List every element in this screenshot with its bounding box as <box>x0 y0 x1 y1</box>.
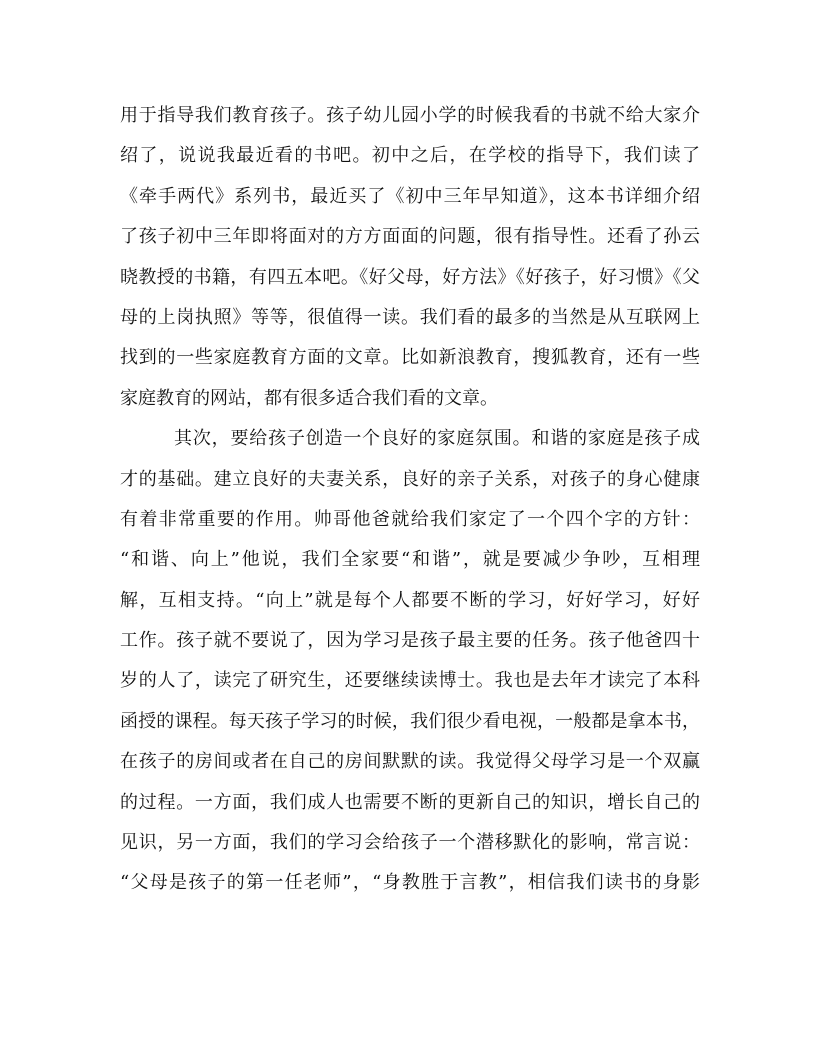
text-line: 岁的人了，读完了研究生，还要继续读博士。我也是去年才读完了本科 <box>120 670 700 692</box>
text-line: 用于指导我们教育孩子。孩子幼儿园小学的时候我看的书就不给大家介 <box>120 105 700 126</box>
text-line: 绍了，说说我最近看的书吧。初中之后，在学校的指导下，我们读了 <box>120 145 700 167</box>
text-line: 母的上岗执照》等等，很值得一读。我们看的最多的当然是从互联网上 <box>120 306 700 328</box>
text-line: 的过程。一方面，我们成人也需要不断的更新自己的知识，增长自己的 <box>120 791 700 813</box>
paragraph-first-line: 其次，要给孩子创造一个良好的家庭氛围。和谐的家庭是孩子成 <box>174 428 700 450</box>
text-line: 在孩子的房间或者在自己的房间默默的读。我觉得父母学习是一个双赢 <box>120 751 700 773</box>
text-line: 解，互相支持。“向上”就是每个人都要不断的学习，好好学习，好好 <box>120 589 700 611</box>
text-line: “父母是孩子的第一任老师”，“身教胜于言教”，相信我们读书的身影 <box>120 872 700 894</box>
text-line: “和谐、向上”他说，我们全家要“和谐”，就是要减少争吵，互相理 <box>120 549 700 571</box>
text-line: 晓教授的书籍，有四五本吧。《好父母，好方法》《好孩子，好习惯》《父 <box>120 266 700 288</box>
text-line: 《牵手两代》系列书，最近买了《初中三年早知道》，这本书详细介绍 <box>120 185 700 207</box>
text-line: 有着非常重要的作用。帅哥他爸就给我们家定了一个四个字的方针： <box>120 508 700 530</box>
text-line: 工作。孩子就不要说了，因为学习是孩子最主要的任务。孩子他爸四十 <box>120 630 700 652</box>
text-line: 才的基础。建立良好的夫妻关系，良好的亲子关系，对孩子的身心健康 <box>120 468 700 490</box>
body-text <box>120 96 700 904</box>
text-line: 家庭教育的网站，都有很多适合我们看的文章。 <box>120 387 498 409</box>
text-line: 了孩子初中三年即将面对的方方面面的问题，很有指导性。还看了孙云 <box>120 226 700 248</box>
text-line: 见识，另一方面，我们的学习会给孩子一个潜移默化的影响，常言说： <box>120 832 700 854</box>
text-line: 找到的一些家庭教育方面的文章。比如新浪教育，搜狐教育，还有一些 <box>120 347 700 369</box>
text-line: 函授的课程。每天孩子学习的时候，我们很少看电视，一般都是拿本书， <box>120 710 700 732</box>
